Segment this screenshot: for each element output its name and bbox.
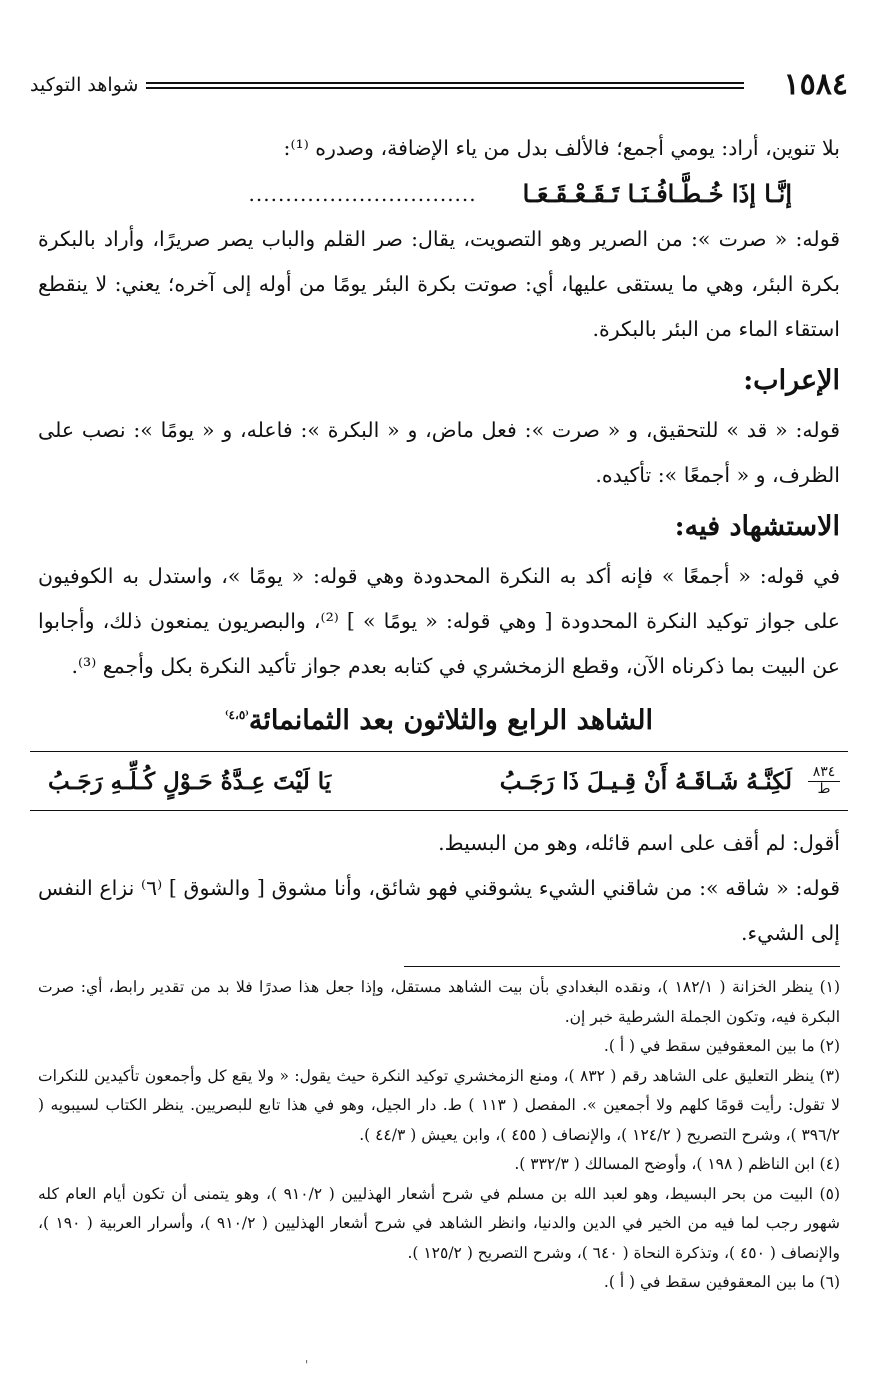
- page-number: ١٥٨٤: [783, 67, 848, 102]
- page-header: [30, 64, 848, 106]
- main-text: [38, 126, 840, 956]
- footnote-1: (١) ينظر الخزانة ( ١٨٢/١ )، ونقده البغدادي بأن بيت الشاهد مستقل، وإذا جعل هذا صدرًا فلا بد من تقدير رابط، أي: صرت البكرة فيه، وتكون الجملة الشرطية خبر إن.: [38, 978, 841, 1026]
- heading-shahid: [38, 691, 840, 745]
- heading-irab: الإعراب:: [743, 365, 840, 396]
- couplet-number-letter: ط: [817, 781, 831, 797]
- verse-ellipsis: ...............................: [248, 182, 477, 206]
- paragraph-irab: قوله: « قد » للتحقيق، و « صرت »: فعل ماض، و « البكرة »: فاعله، و « يومًا »: نصب على الظرف، و « أجمعًا »: تأكيده.: [38, 418, 840, 487]
- heading-shahid-text: الشاهد الرابع والثلاثون بعد الثمانمائة: [248, 705, 654, 736]
- footnote-6: (٦) ما بين المعقوفين سقط في ( أ ).: [603, 1273, 840, 1291]
- couplet-second-hemistich: يَا لَيْتَ عِـدَّةُ حَـوْلٍ كُـلِّـهِ رَجَـبُ: [48, 767, 332, 795]
- verse-opening-line: [38, 171, 840, 217]
- paragraph-istishhad: في قوله: « أجمعًا » فإنه أكد به النكرة المحدودة وهي قوله: « يومًا »، واستدل به الكوفيون على جواز توكيد النكرة المحدودة [ وهي قوله: « يومًا » ] ⁽²⁾، والبصريون يمنعون ذلك، وأجابوا عن البيت بما ذكرناه الآن، وقطع الزمخشري في كتابه بعدم جواز تأكيد النكرة بكل وأجمع ⁽³⁾.: [38, 564, 841, 678]
- poetry-couplet: [30, 751, 848, 811]
- paragraph-shaqahu: قوله: « شاقه »: من شاقني الشيء يشوقني فهو شائق، وأنا مشوق [ والشوق ] ⁽٦⁾ نزاع النفس إلى الشيء.: [38, 876, 840, 945]
- heading-shahid-footnote-ref: ⁽٤،٥⁾: [224, 708, 249, 722]
- footnotes: [38, 966, 840, 1298]
- footnote-3: (٣) ينظر التعليق على الشاهد رقم ( ٨٣٢ )، ومنع الزمخشري توكيد النكرة حيث يقول: « ولا يقع كل وأجمعون تأكيدين للنكرات لا تقول: رأيت قومًا كلهم ولا أجمعين ». المفصل ( ١١٣ ) ط. دار الجيل، وهو في هذا تابع للبصريين. ينظر الكتاب لسيبويه ( ٣٩٦/٢ )، وشرح التصريح ( ١٢٤/٢ )، والإنصاف ( ٤٥٥ )، وابن يعيش ( ٤٤/٣ ).: [38, 1066, 840, 1144]
- heading-istishhad: الاستشهاد فيه:: [674, 511, 840, 542]
- paragraph-aqul: أقول: لم أقف على اسم قائله، وهو من البسيط.: [438, 831, 840, 855]
- footnote-rule: [404, 966, 840, 967]
- paragraph-sarat: قوله: « صرت »: من الصرير وهو التصويت، يقال: صر القلم والباب يصر صريرًا، وأراد بالبكرة بكرة البئر، وهي ما يستقى عليها، أي: صوتت بكرة البئر يومًا من أوله إلى آخره؛ يعني: لا ينقطع استقاء الماء من البئر بالبكرة.: [38, 227, 840, 341]
- footnote-2: (٢) ما بين المعقوفين سقط في ( أ ).: [603, 1037, 840, 1055]
- running-title: شواهد التوكيد: [30, 74, 139, 96]
- couplet-first-hemistich: لَكِنَّـهُ شَـاقَـهُ أَنْ قِـيـلَ ذَا رَجَـبُ: [499, 767, 792, 795]
- verse-half: إنَّـا إذَا خُـطَّـافُـنَـا تَـقَـعْـقَـعَـا: [522, 179, 792, 208]
- couplet-number: [800, 765, 848, 797]
- scan-mark: ': [305, 1358, 309, 1372]
- paragraph-intro: بلا تنوين، أراد: يومي أجمع؛ فالألف بدل من ياء الإضافة، وصدره ⁽¹⁾:: [283, 136, 840, 160]
- header-double-rule: [146, 82, 744, 89]
- footnote-5: (٥) البيت من بحر البسيط، وهو لعبد الله بن مسلم في شرح أشعار الهذليين ( ٩١٠/٢ )، وهو يتمنى أن تكون أيام العام كله شهور رجب لما فيه من الخير في الدين والدنيا، وانظر الشاهد في شرح أشعار الهذليين ( ٩١٠/٢ )، وأسرار العربية ( ١٩٠ )، والإنصاف ( ٤٥٠ )، وتذكرة النحاة ( ٦٤٠ )، وشرح التصريح ( ١٢٥/٢ ).: [38, 1184, 840, 1262]
- couplet-number-value: ٨٣٤: [812, 764, 836, 780]
- footnote-4: (٤) ابن الناظم ( ١٩٨ )، وأوضح المسالك ( ٣٣٢/٣ ).: [514, 1155, 840, 1173]
